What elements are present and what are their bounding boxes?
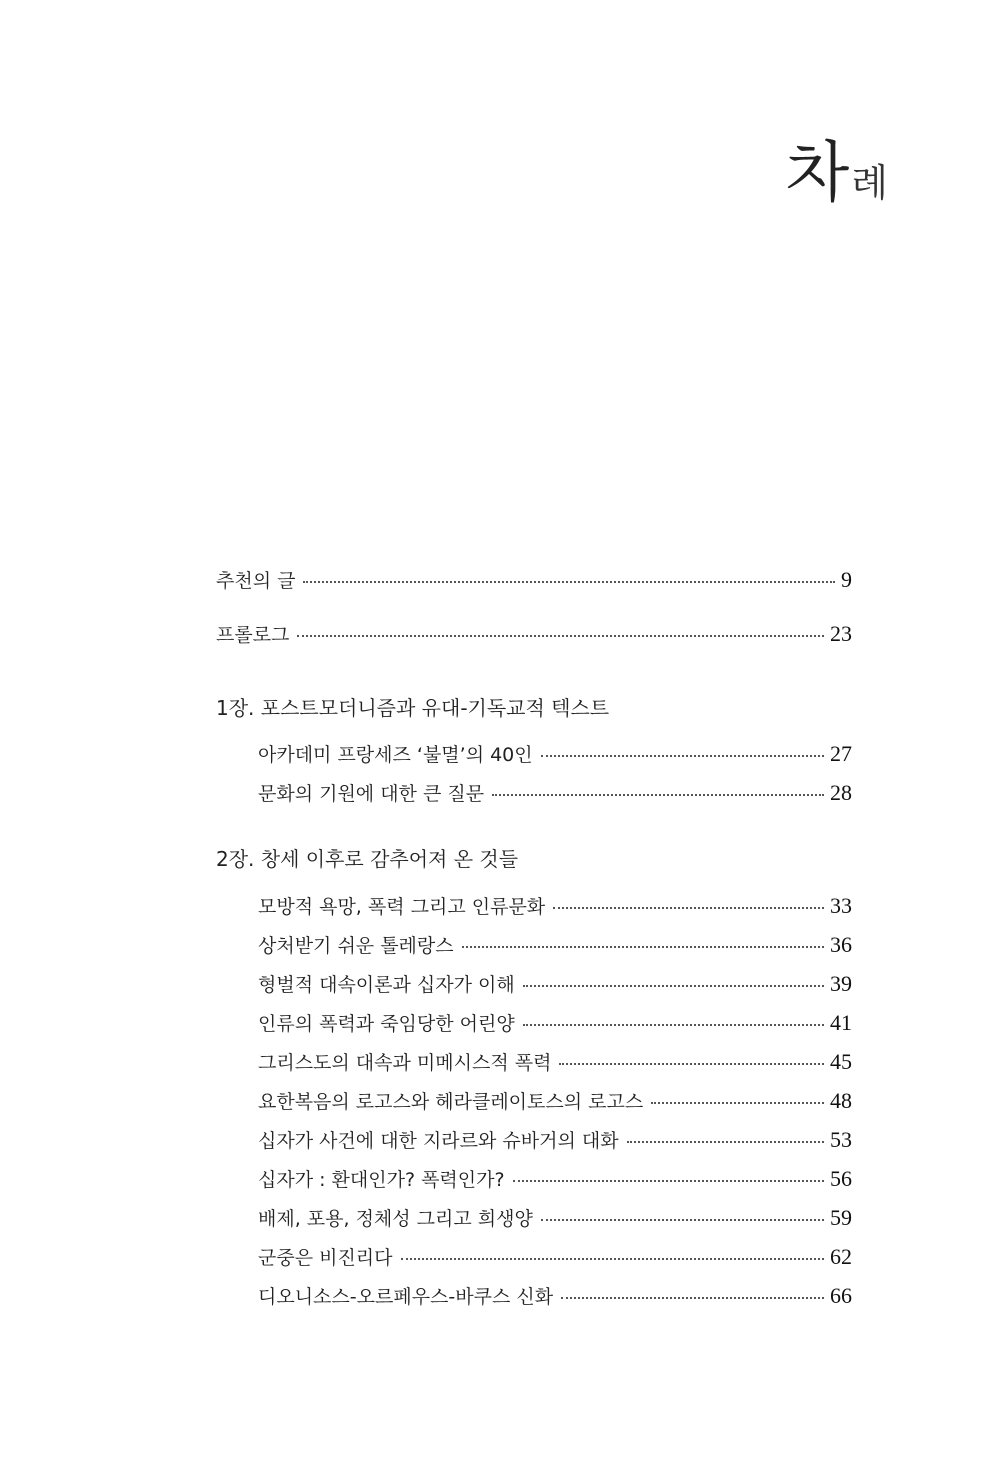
dot-leader — [523, 1024, 824, 1026]
toc-entry[interactable] — [258, 1087, 852, 1114]
dot-leader — [492, 794, 824, 796]
toc-page-number: 53 — [830, 1127, 852, 1152]
toc-entry[interactable] — [258, 970, 852, 997]
toc-entry[interactable] — [258, 1048, 852, 1075]
toc-entry[interactable] — [258, 779, 852, 806]
dot-leader — [401, 1258, 824, 1260]
dot-leader — [462, 946, 824, 948]
toc-page-number: 36 — [830, 932, 852, 957]
toc-page-number: 48 — [830, 1088, 852, 1113]
toc-entry-label: 상처받기 쉬운 톨레랑스 — [258, 935, 454, 957]
dot-leader — [303, 581, 835, 583]
toc-entry[interactable] — [258, 892, 852, 919]
toc-entry-foreword[interactable] — [216, 566, 852, 593]
dot-leader — [541, 755, 824, 757]
toc-entry-label: 프롤로그 — [216, 624, 290, 646]
toc-entry-label: 십자가 사건에 대한 지라르와 슈바거의 대화 — [258, 1130, 619, 1152]
toc-entry-label: 십자가 : 환대인가? 폭력인가? — [258, 1169, 505, 1191]
toc-page-number: 62 — [830, 1244, 852, 1269]
toc-entry-label: 인류의 폭력과 죽임당한 어린양 — [258, 1013, 515, 1035]
toc-page-number: 9 — [841, 567, 852, 592]
toc-entry-label: 군중은 비진리다 — [258, 1247, 393, 1269]
toc-page-number: 66 — [830, 1283, 852, 1308]
toc-page-number: 28 — [830, 780, 852, 805]
toc-page-number: 45 — [830, 1049, 852, 1074]
dot-leader — [297, 635, 824, 637]
toc-entry-label: 아카데미 프랑세즈 ‘불멸’의 40인 — [258, 744, 533, 766]
dot-leader — [553, 907, 824, 909]
toc-entry[interactable] — [258, 1204, 852, 1231]
toc-entry-label: 요한복음의 로고스와 헤라클레이토스의 로고스 — [258, 1091, 644, 1113]
toc-page-number: 27 — [830, 741, 852, 766]
page-title-secondary: 례 — [851, 161, 888, 205]
toc-entry-label: 모방적 욕망, 폭력 그리고 인류문화 — [258, 896, 546, 918]
toc-entry-label: 디오니소스-오르페우스-바쿠스 신화 — [258, 1286, 554, 1308]
toc-page-number: 56 — [830, 1166, 852, 1191]
toc-entry[interactable] — [258, 1282, 852, 1309]
dot-leader — [523, 985, 824, 987]
page-title-main: 차 — [785, 134, 850, 211]
dot-leader — [627, 1141, 824, 1143]
chapter-heading-1[interactable]: 1장. 포스트모더니즘과 유대-기독교적 텍스트 — [216, 696, 610, 720]
toc-page-number: 23 — [830, 621, 852, 646]
toc-entry[interactable] — [258, 1126, 852, 1153]
toc-entry[interactable] — [258, 931, 852, 958]
toc-entry-prologue[interactable] — [216, 620, 852, 647]
toc-entry-label: 그리스도의 대속과 미메시스적 폭력 — [258, 1052, 552, 1074]
toc-entry-label: 형벌적 대속이론과 십자가 이해 — [258, 974, 515, 996]
dot-leader — [513, 1180, 824, 1182]
toc-page-number: 33 — [830, 893, 852, 918]
toc-entry-label: 배제, 포용, 정체성 그리고 희생양 — [258, 1208, 533, 1230]
toc-entry-label: 추천의 글 — [216, 570, 296, 592]
dot-leader — [559, 1063, 824, 1065]
toc-entry[interactable] — [258, 1243, 852, 1270]
toc-page-number: 59 — [830, 1205, 852, 1230]
dot-leader — [541, 1219, 824, 1221]
dot-leader — [561, 1297, 824, 1299]
toc-page-number: 39 — [830, 971, 852, 996]
toc-entry[interactable] — [258, 740, 852, 767]
dot-leader — [651, 1102, 824, 1104]
chapter-heading-2[interactable]: 2장. 창세 이후로 감추어져 온 것들 — [216, 847, 519, 871]
toc-entry[interactable] — [258, 1165, 852, 1192]
toc-entry[interactable] — [258, 1009, 852, 1036]
toc-page-number: 41 — [830, 1010, 852, 1035]
page-title — [785, 134, 888, 211]
toc-entry-label: 문화의 기원에 대한 큰 질문 — [258, 783, 485, 805]
